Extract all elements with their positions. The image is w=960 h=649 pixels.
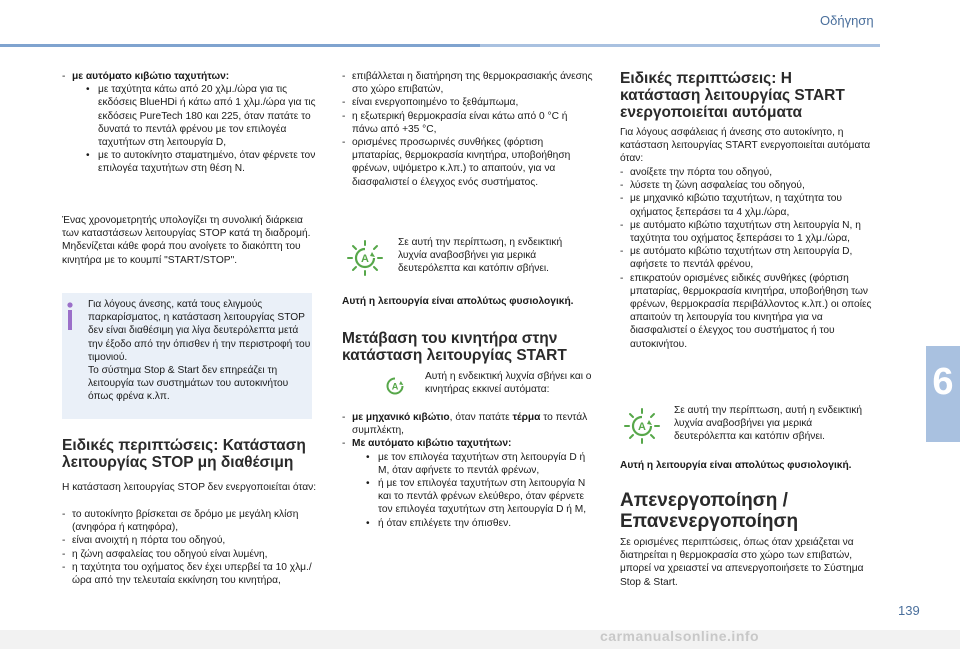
deactivation-paragraph: Σε ορισμένες περιπτώσεις, όπως όταν χρειάζεται να διατηρείται η θερμοκρασία στο χώρο των επιβατών, μπορεί να χρειαστεί να απενεργοποιήσετε το Σύστημα Stop & Start. bbox=[620, 537, 864, 588]
list-item: - με αυτόματο κιβώτιο ταχυτήτων στη λειτουργία D, αφήσετε το πεντάλ φρένου, bbox=[620, 245, 878, 271]
list-item: - η ζώνη ασφαλείας του οδηγού είναι λυμένη, bbox=[62, 548, 320, 561]
stop-start-a-icon bbox=[624, 408, 660, 444]
stop-start-a-off-icon bbox=[380, 371, 410, 401]
list-item: - με μηχανικό κιβώτιο ταχυτήτων, η ταχύτητα του οχήματος ξεπεράσει τα 4 χλμ./ώρα, bbox=[620, 192, 878, 218]
column-2-list bbox=[342, 70, 594, 189]
header-bar bbox=[0, 44, 480, 47]
page-number: 139 bbox=[898, 603, 920, 618]
eco-text-2: Αυτή η ενδεικτική λυχνία σβήνει και ο κινητήρας εκκινεί αυτόματα: bbox=[425, 371, 592, 396]
watermark-text: carmanualsonline.info bbox=[600, 628, 760, 644]
list-item: - ανοίξετε την πόρτα του οδηγού, bbox=[620, 166, 878, 179]
list-item: - με αυτόματο κιβώτιο ταχυτήτων στη λειτουργία N, η ταχύτητα του οχήματος ξεπεράσει το 1 χλμ./ώρα, bbox=[620, 219, 878, 245]
intro-paragraph: Η κατάσταση λειτουργίας STOP δεν ενεργοποιείται όταν: bbox=[62, 482, 317, 493]
column-1 bbox=[62, 70, 317, 176]
info-icon bbox=[66, 302, 74, 330]
list-item: - με μηχανικό κιβώτιο, όταν πατάτε τέρμα το πεντάλ συμπλέκτη, bbox=[342, 411, 597, 437]
eco-text-3: Σε αυτή την περίπτωση, αυτή η ενδεικτική λυχνία αναβοσβήνει για μερικά δευτερόλεπτα και κατόπιν σβήνει. bbox=[674, 405, 863, 443]
chapter-number: 6 bbox=[932, 361, 954, 403]
start-conditions bbox=[342, 411, 597, 530]
timer-paragraph: Ένας χρονομετρητής υπολογίζει τη συνολική διάρκεια των καταστάσεων λειτουργίας STOP κατά τη διαδρομή. Μηδενίζεται κάθε φορά που ανοίγετε το διακόπτη του κινητήρα με το κουμπί "START/STOP". bbox=[62, 215, 311, 266]
heading-start-auto: Ειδικές περιπτώσεις: Η κατάσταση λειτουργίας START ενεργοποιείται αυτόματα bbox=[620, 70, 845, 121]
info-paragraph: Για λόγους άνεσης, κατά τους ελιγμούς παρκαρίσματος, η κατάσταση λειτουργίας STOP δεν είναι διαθέσιμη για λίγα δευτερόλεπτα μετά την έξοδο από την όπισθεν ή την περιστροφή του τιμονιού. bbox=[88, 299, 311, 363]
list-item: - το αυτοκίνητο βρίσκεται σε δρόμο με μεγάλη κλίση (ανηφόρα ή κατηφόρα), bbox=[62, 508, 320, 534]
header-bar-light bbox=[480, 44, 880, 47]
normal-note-2: Αυτή η λειτουργία είναι απολύτως φυσιολογική. bbox=[620, 460, 852, 471]
heading-deactivation: Απενεργοποίηση / Επανενεργοποίηση bbox=[620, 490, 799, 532]
sub-item: • με τον επιλογέα ταχυτήτων στη λειτουργία D ή M, όταν αφήνετε το πεντάλ φρένων, bbox=[352, 451, 597, 477]
normal-note-1: Αυτή η λειτουργία είναι απολύτως φυσιολογική. bbox=[342, 296, 574, 307]
condition-list bbox=[62, 508, 320, 587]
sub-item: • ή με τον επιλογέα ταχυτήτων στη λειτουργία N και το πεντάλ φρένων ελεύθερο, όταν φέρνετε τον επιλογέα ταχυτήτων στη λειτουργία D ή M, bbox=[352, 477, 597, 517]
sub-item: • με ταχύτητα κάτω από 20 χλμ./ώρα για τις εκδόσεις BlueHDi ή κάτω από 1 χλμ./ώρα για τις εκδόσεις PureTech 180 και 225, όταν πατάτε το δυνατά το πεντάλ φρένου με τον επιλογέα ταχυτήτων στη λειτουργία D, bbox=[72, 83, 317, 149]
list-item: - επικρατούν ορισμένες ειδικές συνθήκες (φόρτιση μπαταρίας, θερμοκρασία κινητήρα, υποβοήθηση των φρένων, θερμοκρασία περιβάλλοντος κ.λπ.) οι οποίες απαιτούν τη λειτουργία του κινητήρα για να διασφαλιστεί ο έλεγχος του συστήματος ή του αυτοκινήτου. bbox=[620, 272, 878, 351]
heading-stop-unavailable: Ειδικές περιπτώσεις: Κατάσταση λειτουργίας STOP μη διαθέσιμη bbox=[62, 437, 306, 471]
info-text bbox=[88, 298, 314, 404]
list-item: - είναι ενεργοποιημένο το ξεθάμπωμα, bbox=[342, 96, 594, 109]
sub-item: • με το αυτοκίνητο σταματημένο, όταν φέρνετε τον επιλογέα ταχυτήτων στη θέση N. bbox=[72, 149, 317, 175]
stop-start-a-icon bbox=[347, 240, 383, 276]
heading-start-transition: Μετάβαση του κινητήρα στην κατάσταση λειτουργίας START bbox=[342, 330, 567, 364]
list-item: - Με αυτόματο κιβώτιο ταχυτήτων: • με τον επιλογέα ταχυτήτων στη λειτουργία D ή M, όταν αφήνετε το πεντάλ φρένων, • ή με τον επιλογέα ταχυτήτων στη λειτουργία N και το πεντάλ φρένων ελεύθερο, όταν φέρνετε τον επιλογέα ταχυτήτων στη λειτουργία D ή M, • ή όταν επιλέγετε την όπισθεν. bbox=[342, 437, 597, 529]
svg-text:A: A bbox=[638, 421, 646, 433]
info-paragraph: Το σύστημα Stop & Start δεν επηρεάζει τη λειτουργία των συστημάτων του αυτοκινήτου όπως φρένα κ.λπ. bbox=[88, 365, 289, 403]
list-item: - λύσετε τη ζώνη ασφαλείας του οδηγού, bbox=[620, 179, 878, 192]
auto-start-list bbox=[620, 166, 878, 351]
list-item: - με αυτόματο κιβώτιο ταχυτήτων: • με ταχύτητα κάτω από 20 χλμ./ώρα για τις εκδόσεις BlueHDi ή κάτω από 1 χλμ./ώρα για τις εκδόσεις PureTech 180 και 225, όταν πατάτε το δυνατά το πεντάλ φρένου με τον επιλογέα ταχυτήτων στη λειτουργία D, • με το αυτοκίνητο σταματημένο, όταν φέρνετε τον επιλογέα ταχυτήτων στη θέση N. bbox=[62, 70, 317, 176]
svg-text:A: A bbox=[391, 381, 399, 392]
list-item: - είναι ανοιχτή η πόρτα του οδηγού, bbox=[62, 534, 320, 547]
eco-text-1: Σε αυτή την περίπτωση, η ενδεικτική λυχνία αναβοσβήνει για μερικά δευτερόλεπτα και κατόπιν σβήνει. bbox=[398, 237, 563, 275]
intro-paragraph-3: Για λόγους ασφάλειας ή άνεσης στο αυτοκίνητο, η κατάσταση λειτουργίας START ενεργοποιείται αυτόματα όταν: bbox=[620, 127, 871, 165]
list-item: - επιβάλλεται η διατήρηση της θερμοκρασιακής άνεσης στο χώρο επιβατών, bbox=[342, 70, 594, 96]
svg-text:A: A bbox=[361, 253, 369, 265]
sub-item: • ή όταν επιλέγετε την όπισθεν. bbox=[352, 517, 597, 530]
list-item: - η εξωτερική θερμοκρασία είναι κάτω από 0 °C ή πάνω από +35 °C, bbox=[342, 110, 594, 136]
list-item: - η ταχύτητα του οχήματος δεν έχει υπερβεί τα 10 χλμ./ώρα από την τελευταία εκκίνηση του κινητήρα, bbox=[62, 561, 320, 587]
watermark-bar bbox=[0, 630, 960, 649]
section-title: Οδήγηση bbox=[820, 13, 874, 28]
list-item: - ορισμένες προσωρινές συνθήκες (φόρτιση μπαταρίας, θερμοκρασία κινητήρα, υποβοήθηση φρένων, υψόμετρο κ.λπ.) το απαιτούν, για να διασφαλιστεί ο έλεγχος ενός συστήματος. bbox=[342, 136, 594, 189]
